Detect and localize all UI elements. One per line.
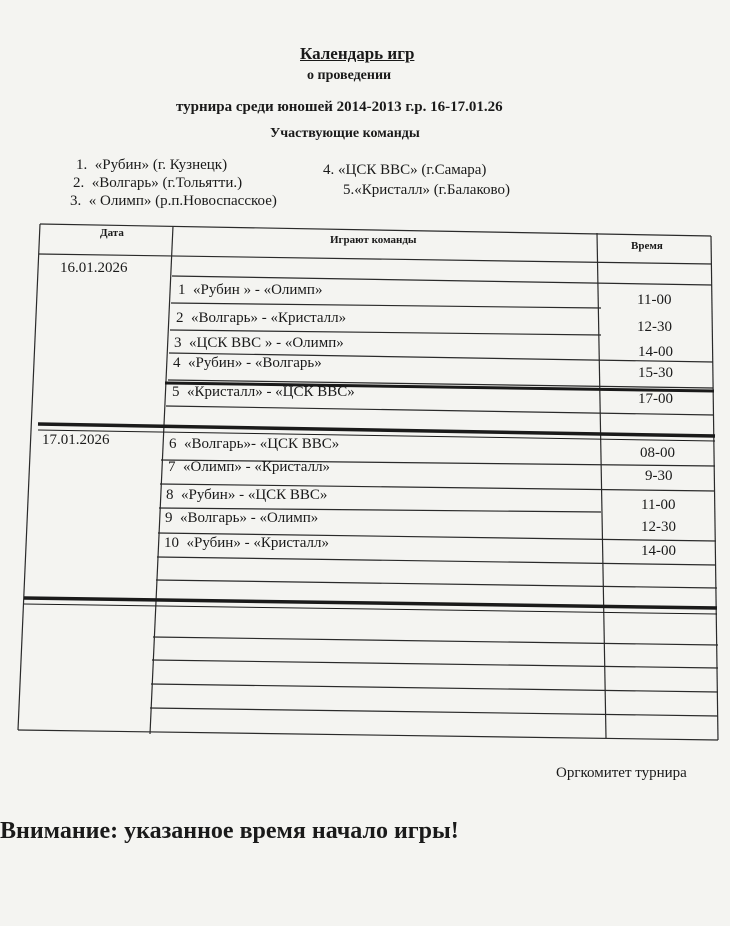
column-header-date: Дата xyxy=(100,227,124,239)
game-time: 14-00 xyxy=(638,344,673,360)
game-time: 11-00 xyxy=(641,497,676,513)
game-row: 3 «ЦСК ВВС » - «Олимп» xyxy=(174,335,344,351)
document-title: Календарь игр xyxy=(300,44,415,63)
game-time: 17-00 xyxy=(638,391,673,407)
warning-note: Внимание: указанное время начало игры! xyxy=(0,818,459,844)
team-list-item: 3. « Олимп» (р.п.Новоспасское) xyxy=(70,193,277,209)
column-header-teams: Играют команды xyxy=(330,234,417,246)
game-row: 4 «Рубин» - «Волгарь» xyxy=(173,355,322,371)
game-row: 9 «Волгарь» - «Олимп» xyxy=(165,510,319,526)
game-row: 10 «Рубин» - «Кристалл» xyxy=(164,535,330,551)
day-date: 17.01.2026 xyxy=(42,432,110,448)
document-subtitle: о проведении xyxy=(307,68,392,83)
column-header-time: Время xyxy=(631,240,663,252)
team-list-item: 1. «Рубин» (г. Кузнецк) xyxy=(76,157,228,173)
game-time: 12-30 xyxy=(641,519,676,535)
day-date: 16.01.2026 xyxy=(60,260,128,276)
game-row: 1 «Рубин » - «Олимп» xyxy=(178,282,323,298)
team-list-item: 5.«Кристалл» (г.Балаково) xyxy=(343,182,510,198)
game-time: 9-30 xyxy=(645,468,673,484)
game-row: 8 «Рубин» - «ЦСК ВВС» xyxy=(166,487,328,503)
team-list-item: 2. «Волгарь» (г.Тольятти.) xyxy=(73,175,243,191)
game-time: 12-30 xyxy=(637,319,672,335)
game-time: 11-00 xyxy=(637,292,672,308)
team-list-item: 4. «ЦСК ВВС» (г.Самара) xyxy=(323,162,487,178)
organizer-signature: Оргкомитет турнира xyxy=(556,765,687,781)
teams-heading: Участвующие команды xyxy=(270,126,420,141)
game-row: 7 «Олимп» - «Кристалл» xyxy=(168,459,331,475)
game-time: 08-00 xyxy=(640,445,675,461)
tournament-line: турнира среди юношей 2014-2013 г.р. 16-17.01.26 xyxy=(176,99,503,115)
game-time: 15-30 xyxy=(638,365,673,381)
game-row: 5 «Кристалл» - «ЦСК ВВС» xyxy=(172,384,355,400)
game-time: 14-00 xyxy=(641,543,676,559)
game-row: 2 «Волгарь» - «Кристалл» xyxy=(176,310,347,326)
game-row: 6 «Волгарь»- «ЦСК ВВС» xyxy=(169,436,340,452)
